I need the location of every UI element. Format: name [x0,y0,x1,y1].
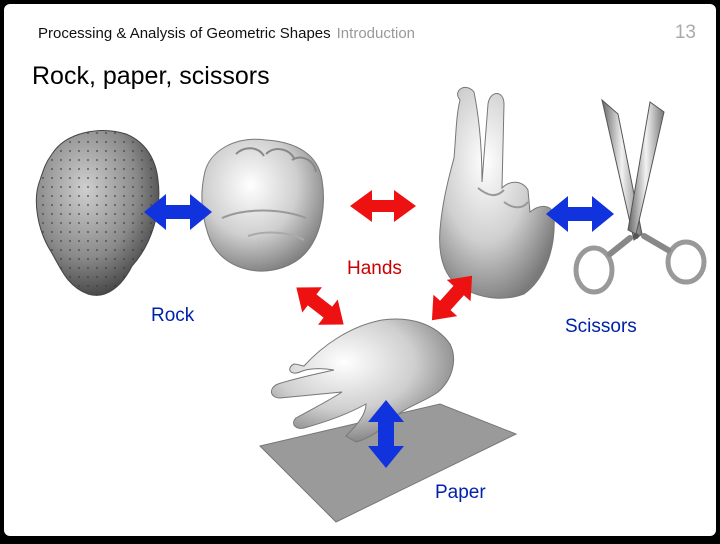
arrow-fist-victory [350,190,416,222]
label-hands: Hands [347,258,402,279]
rock-model [36,131,159,296]
section-name: Introduction [336,25,416,42]
label-rock: Rock [151,305,195,326]
course-title: Processing & Analysis of Geometric Shapes [38,25,331,42]
label-paper: Paper [435,482,486,503]
scissors-model [576,100,704,292]
slide [4,4,716,536]
victory-hand-model [440,87,555,298]
page-number: 13 [674,22,696,43]
arrow-hands-rock [287,275,354,337]
fist-model [202,139,324,271]
arrow-victory-scissors [546,196,614,232]
slide-title: Rock, paper, scissors [32,62,270,90]
label-scissors: Scissors [565,316,637,337]
